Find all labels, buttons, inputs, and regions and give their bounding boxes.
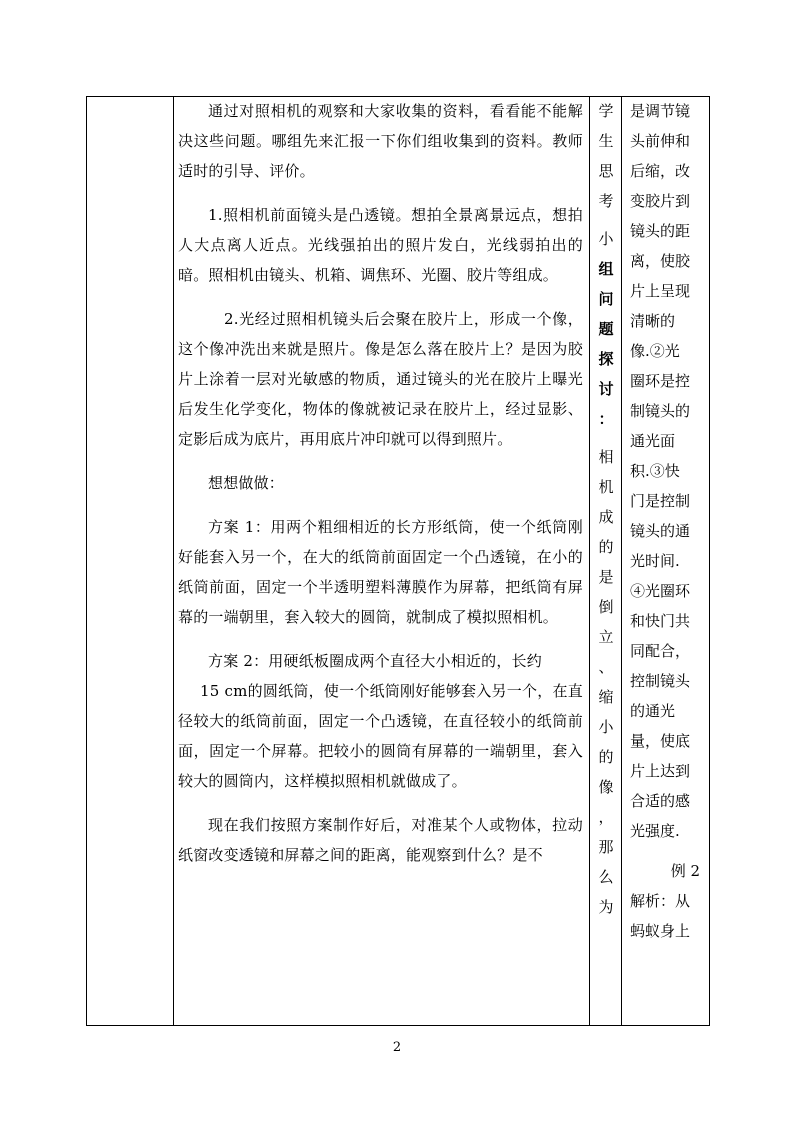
- example-label: 例 2: [670, 862, 700, 880]
- vertical-char: 成: [598, 508, 614, 526]
- vertical-char: 小: [598, 230, 614, 248]
- paragraph-point-1: 1.照相机前面镜头是凸透镜。想拍全景离景远点，想拍人大点离人近点。光线强拍出的照片发白，光线弱拍出的暗。照相机由镜头、机箱、调焦环、光圈、胶片等组成。: [178, 206, 583, 284]
- note-line: 和快门共: [630, 612, 691, 630]
- vertical-char: 生: [598, 132, 614, 150]
- teaching-process-column: [178, 96, 583, 1025]
- table-bottom-border: [86, 1025, 710, 1026]
- vertical-char: 学: [598, 102, 614, 120]
- vertical-char: 的: [598, 748, 614, 766]
- note-line: 清晰的: [630, 312, 676, 330]
- vertical-char: ，: [598, 808, 614, 826]
- note-line: 变胶片到: [630, 192, 691, 210]
- vertical-char: 思: [598, 162, 614, 180]
- vertical-char: 的: [598, 538, 614, 556]
- note-line: 后缩，改: [630, 162, 691, 180]
- vertical-char: 立: [598, 628, 614, 646]
- note-line: 头前伸和: [630, 132, 691, 150]
- note-line: ④光圈环: [630, 582, 691, 600]
- note-line: 同配合，: [630, 642, 691, 660]
- notes-column: [630, 96, 702, 1025]
- vertical-char: 考: [598, 192, 614, 210]
- note-line: 通光面: [630, 432, 676, 450]
- paragraph-plan-1: 方案 1：用两个粗细相近的长方形纸筒，使一个纸筒刚好能套入另一个，在大的纸筒前面固定一个凸透镜，在小的纸筒前面，固定一个半透明塑料薄膜作为屏幕，把纸筒有屏幕的一端朝里，套入较大的圆筒，就制成了模拟照相机。: [178, 518, 583, 626]
- vertical-char: 题: [598, 320, 614, 338]
- vertical-char: 问: [598, 290, 614, 308]
- paragraph-plan-2-start: 方案 2：用硬纸板圈成两个直径大小相近的，长约: [208, 652, 542, 670]
- paragraph-intro: 通过对照相机的观察和大家收集的资料，看看能不能解决这些问题。哪组先来汇报一下你们组收集到的资料。教师适时的引导、评价。: [178, 102, 583, 180]
- note-line: 蚂蚁身上: [630, 922, 691, 940]
- column-divider: [621, 96, 622, 1025]
- note-line: 量，使底: [630, 732, 691, 750]
- vertical-char: 、: [598, 658, 614, 676]
- note-line: 圈环是控: [630, 372, 691, 390]
- note-line: 像.②光: [630, 342, 680, 360]
- spacer: [594, 434, 618, 442]
- note-line: 合适的感: [630, 792, 691, 810]
- note-line: 控制镜头: [630, 672, 691, 690]
- note-line: 的通光: [630, 702, 676, 720]
- note-line: 片上达到: [630, 762, 691, 780]
- note-line: 门是控制: [630, 492, 691, 510]
- vertical-char: 么: [598, 868, 614, 886]
- column-divider: [173, 96, 174, 1025]
- spacer: [594, 216, 618, 224]
- vertical-char: 探: [598, 350, 614, 368]
- vertical-char: 组: [598, 260, 614, 278]
- note-line: 光时间.: [630, 552, 680, 570]
- vertical-char: 讨: [598, 380, 614, 398]
- student-activity-column: [594, 96, 618, 1025]
- column-divider: [709, 96, 710, 1025]
- vertical-char: 缩: [598, 688, 614, 706]
- note-line: 光强度.: [630, 822, 680, 840]
- page-number: 2: [392, 1040, 402, 1055]
- vertical-char: ：: [598, 410, 614, 428]
- vertical-char: 是: [598, 568, 614, 586]
- vertical-char: 倒: [598, 598, 614, 616]
- note-line: 离，使胶: [630, 252, 691, 270]
- vertical-char: 小: [598, 718, 614, 736]
- vertical-char: 机: [598, 478, 614, 496]
- paragraph-observation: 现在我们按照方案制作好后，对准某个人或物体，拉动纸窗改变透镜和屏幕之间的距离，能观察到什么？是不: [178, 816, 583, 864]
- note-line: 解析：从: [630, 892, 691, 910]
- paragraph-think-and-do: 想想做做：: [208, 474, 285, 492]
- note-line: 积.③快: [630, 462, 680, 480]
- note-line: 制镜头的: [630, 402, 691, 420]
- note-line: 是调节镜: [630, 102, 691, 120]
- vertical-char: 为: [598, 898, 614, 916]
- vertical-char: 那: [598, 838, 614, 856]
- paragraph-plan-2-rest: 15 cm的圆纸筒，使一个纸筒刚好能够套入另一个，在直径较大的纸筒前面，固定一个凸透镜，在直径较小的纸筒前面，固定一个屏幕。把较小的圆筒有屏幕的一端朝里，套入较大的圆筒内，这样模拟照相机就做成了。: [178, 682, 583, 790]
- vertical-char: 相: [598, 448, 614, 466]
- note-line: 镜头的距: [630, 222, 691, 240]
- column-divider: [86, 96, 87, 1025]
- paragraph-point-2: 2.光经过照相机镜头后会聚在胶片上，形成一个像，这个像冲洗出来就是照片。像是怎么落在胶片上？是因为胶片上涂着一层对光敏感的物质，通过镜头的光在胶片上曝光后发生化学变化，物体的像就被记录在胶片上，经过显影、定影后成为底片，再用底片冲印就可以得到照片。: [178, 310, 583, 448]
- note-line: 片上呈现: [630, 282, 691, 300]
- note-line: 镜头的通: [630, 522, 691, 540]
- column-divider: [589, 96, 590, 1025]
- lesson-table: [86, 96, 710, 1025]
- vertical-char: 像: [598, 778, 614, 796]
